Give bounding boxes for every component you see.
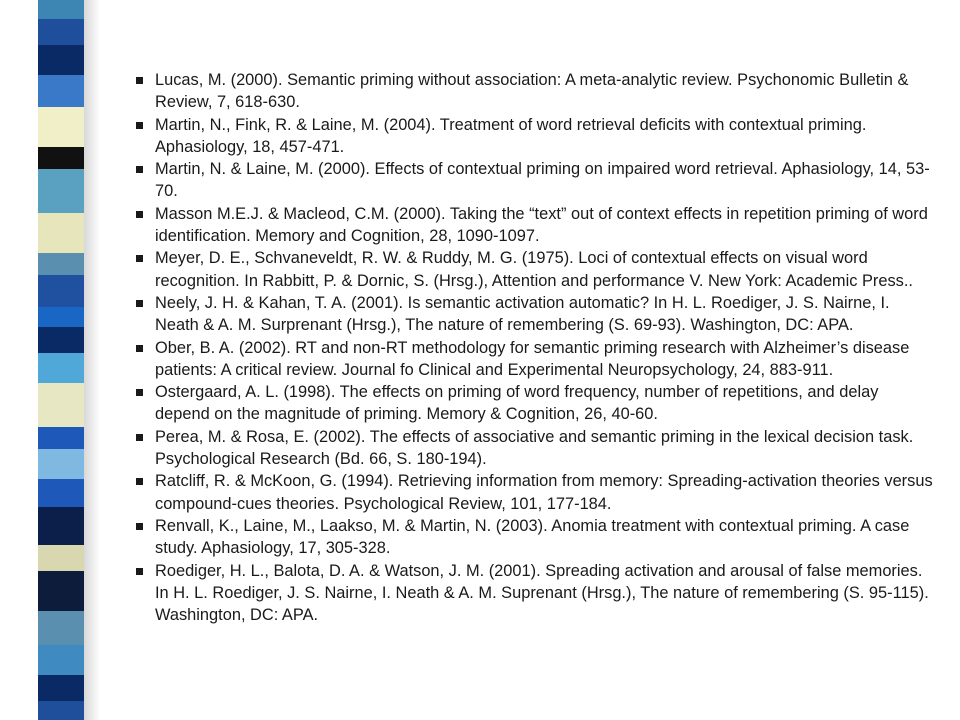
reference-item xyxy=(136,560,936,627)
reference-item xyxy=(136,381,936,426)
stripe-segment xyxy=(38,0,84,19)
reference-text: Renvall, K., Laine, M., Laakso, M. & Martin, N. (2003). Anomia treatment with contextual priming. A case study. Aphasiology, 17, 305-328. xyxy=(155,516,910,558)
stripe-segment xyxy=(38,571,84,611)
stripe-segment xyxy=(38,147,84,169)
reference-item xyxy=(136,247,936,292)
reference-item xyxy=(136,515,936,560)
stripe-segment xyxy=(38,19,84,45)
stripe-segment xyxy=(38,611,84,645)
reference-text: Roediger, H. L., Balota, D. A. & Watson, J. M. (2001). Spreading activation and arousal of false memories. In H. L. Roediger, J. S. Nairne, I. Neath & A. M. Suprenant (Hrsg.), The nature of remembering (S. 95-115). Washington, DC: APA. xyxy=(155,561,929,625)
reference-item xyxy=(136,158,936,203)
reference-text: Meyer, D. E., Schvaneveldt, R. W. & Ruddy, M. G. (1975). Loci of contextual effects on visual word recognition. In Rabbitt, P. & Dornic, S. (Hrsg.), Attention and performance V. New York: Academic Press.. xyxy=(155,249,913,290)
stripe-segment xyxy=(38,701,84,720)
stripe-segment xyxy=(38,449,84,479)
decorative-stripe-bar xyxy=(38,0,84,720)
reference-item xyxy=(136,203,936,248)
stripe-segment xyxy=(38,545,84,571)
reference-text: Martin, N. & Laine, M. (2000). Effects of contextual priming on impaired word retrieval. Aphasiology, 14, 53-70. xyxy=(155,160,930,201)
stripe-segment xyxy=(38,169,84,213)
stripe-segment xyxy=(38,45,84,75)
reference-text: Martin, N., Fink, R. & Laine, M. (2004). Treatment of word retrieval deficits with contextual priming. Aphasiology, 18, 457-471. xyxy=(155,115,867,156)
reference-text: Perea, M. & Rosa, E. (2002). The effects of associative and semantic priming in the lexical decision task. Psychological Research (Bd. 66, S. 180-194). xyxy=(155,427,914,469)
stripe-segment xyxy=(38,383,84,427)
stripe-segment xyxy=(38,645,84,675)
reference-item xyxy=(136,69,936,114)
reference-text: Lucas, M. (2000). Semantic priming without association: A meta-analytic review. Psychonomic Bulletin & Review, 7, 618-630. xyxy=(155,71,909,112)
reference-item xyxy=(136,114,936,159)
reference-list xyxy=(136,69,936,626)
reference-item xyxy=(136,337,936,382)
reference-item xyxy=(136,470,936,515)
stripe-segment xyxy=(38,275,84,307)
stripe-segment xyxy=(38,507,84,545)
stripe-shadow xyxy=(84,0,100,720)
stripe-segment xyxy=(38,75,84,107)
reference-text: Masson M.E.J. & Macleod, C.M. (2000). Taking the “text” out of context effects in repetition priming of word identification. Memory and Cognition, 28, 1090-1097. xyxy=(155,204,928,246)
reference-item xyxy=(136,292,936,337)
reference-text: Ratcliff, R. & McKoon, G. (1994). Retrieving information from memory: Spreading-activation theories versus compound-cues theories. Psychological Review, 101, 177-184. xyxy=(155,472,933,513)
stripe-segment xyxy=(38,675,84,701)
stripe-segment xyxy=(38,427,84,449)
stripe-segment xyxy=(38,107,84,147)
reference-text: Ostergaard, A. L. (1998). The effects on priming of word frequency, number of repetitions, and delay depend on the magnitude of priming. Memory & Cognition, 26, 40-60. xyxy=(155,383,879,424)
reference-item xyxy=(136,426,936,471)
stripe-segment xyxy=(38,353,84,383)
stripe-segment xyxy=(38,327,84,353)
stripe-segment xyxy=(38,213,84,253)
reference-text: Ober, B. A. (2002). RT and non-RT methodology for semantic priming research with Alzheimer’s disease patients: A critical review. Journal fo Clinical and Experimental Neuropsychology, 24, 883-911. xyxy=(155,338,910,379)
stripe-segment xyxy=(38,307,84,327)
stripe-segment xyxy=(38,253,84,275)
reference-text: Neely, J. H. & Kahan, T. A. (2001). Is semantic activation automatic? In H. L. Roediger, J. S. Nairne, I. Neath & A. M. Surprenant (Hrsg.), The nature of remembering (S. 69-93). Washington, DC: APA. xyxy=(155,293,890,335)
stripe-segment xyxy=(38,479,84,507)
